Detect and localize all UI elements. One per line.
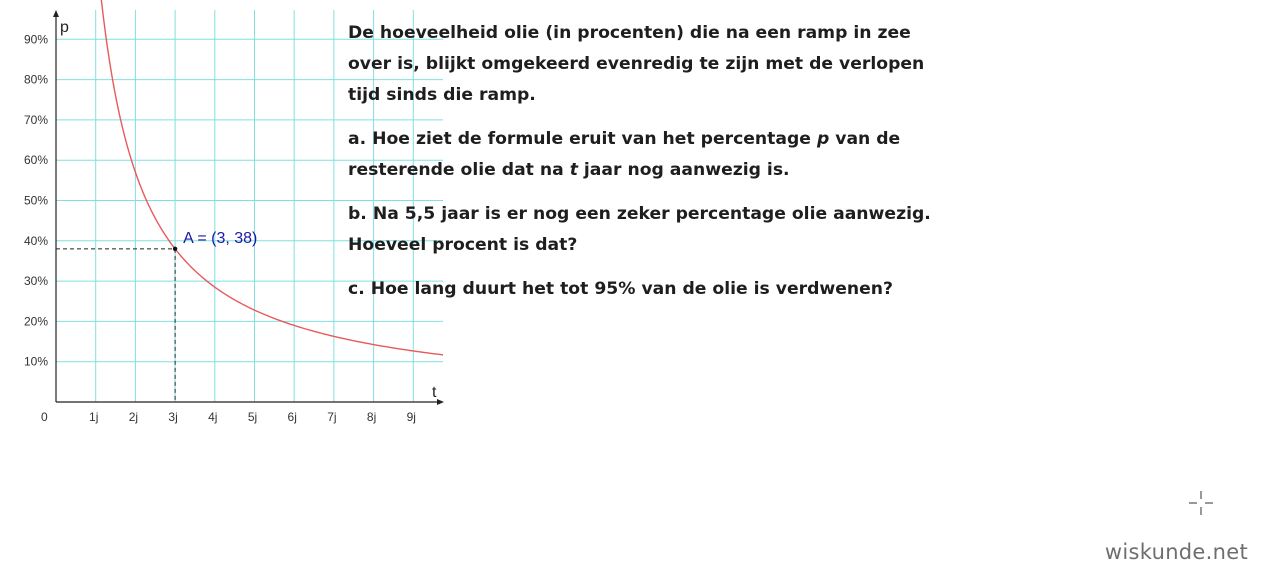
- x-tick-label-4: 4j: [208, 410, 218, 424]
- x-tick-label-8: 8j: [366, 410, 377, 424]
- x-tick-label-9: 9j: [406, 410, 416, 424]
- y-tick-label-8: 80%: [23, 72, 48, 87]
- x-axis-label: t: [432, 384, 437, 401]
- task-b: b. Na 5,5 jaar is er nog een zeker percentage olie aanwezig. Hoeveel procent is dat?: [348, 204, 931, 255]
- x-tick-label-6: 6j: [287, 410, 297, 424]
- y-tick-label-7: 70%: [23, 112, 48, 127]
- y-tick-label-6: 60%: [23, 153, 48, 168]
- brand-watermark: wiskunde.net: [1104, 540, 1248, 564]
- task-text: [348, 18, 958, 318]
- y-tick-label-3: 30%: [23, 274, 48, 289]
- task-a-var-p: p: [816, 129, 830, 149]
- task-a-var-t: t: [569, 160, 578, 180]
- x-axis-arrow: [437, 399, 444, 405]
- y-tick-label-9: 90%: [23, 32, 48, 47]
- task-a-part3: jaar nog aanwezig is.: [577, 160, 790, 180]
- point-guides: [56, 249, 175, 402]
- y-tick-label-4: 40%: [23, 233, 48, 248]
- y-tick-label-5: 50%: [23, 193, 48, 208]
- task-intro: De hoeveelheid olie (in procenten) die na een ramp in zee over is, blijkt omgekeerd evenredig te zijn met de verlopen tijd sinds die ramp.: [348, 23, 925, 105]
- x-tick-label-2: 2j: [128, 410, 139, 424]
- x-tick-label-1: 1j: [89, 410, 99, 424]
- task-a-part1: a. Hoe ziet de formule eruit van het percentage: [348, 129, 817, 149]
- origin-label: 0: [41, 410, 48, 424]
- y-tick-label-2: 20%: [23, 314, 48, 329]
- task-a-part2: van de resterende olie dat na: [348, 129, 901, 180]
- task-c: c. Hoe lang duurt het tot 95% van de olie is verdwenen?: [348, 279, 894, 299]
- x-tick-label-3: 3j: [168, 410, 178, 424]
- y-tick-label-1: 10%: [23, 354, 48, 369]
- x-tick-label-5: 5j: [247, 410, 258, 424]
- point-marker-1: [173, 247, 177, 251]
- x-tick-label-7: 7j: [327, 410, 337, 424]
- point-label-1: A = (3, 38): [183, 229, 258, 247]
- y-axis-arrow: [53, 10, 59, 17]
- y-axis-label: p: [60, 19, 69, 36]
- task-a: [348, 124, 958, 186]
- crosshair-cursor-icon: [1189, 491, 1213, 515]
